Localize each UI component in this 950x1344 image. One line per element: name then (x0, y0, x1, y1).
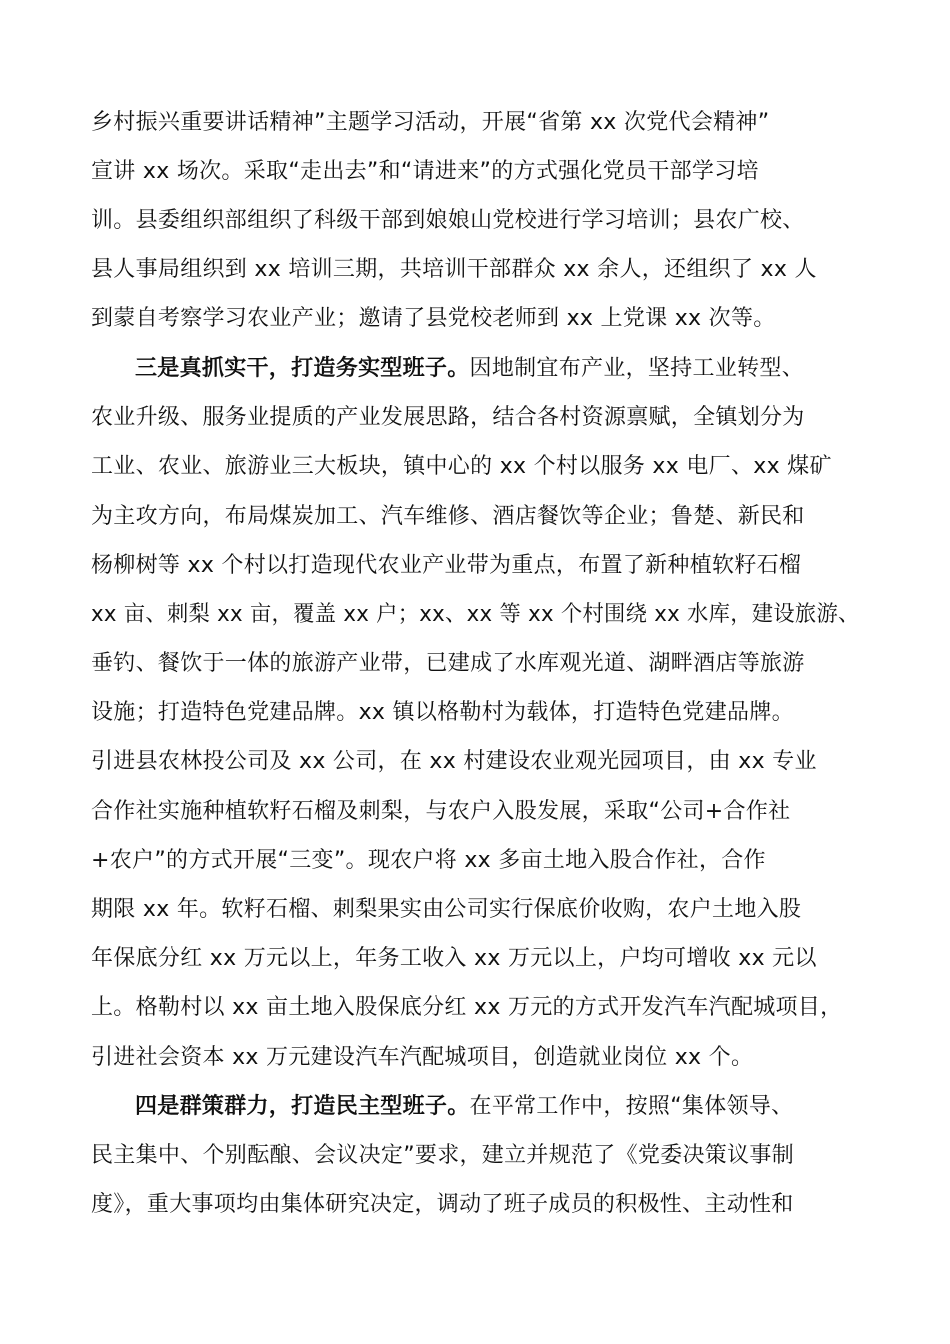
text-line: 农业升级、服务业提质的产业发展思路，结合各村资源禀赋，全镇划分为 (91, 405, 805, 430)
paragraph-text: 在平常工作中，按照“集体领导、 (469, 1094, 794, 1119)
text-line: xx 亩、刺梨 xx 亩，覆盖 xx 户；xx、xx 等 xx 个村围绕 xx 水库，建设旅游、 (91, 602, 860, 627)
text-line: 到蒙自考察学习农业产业；邀请了县党校老师到 xx 上党课 xx 次等。 (91, 306, 776, 331)
text-line: 度》，重大事项均由集体研究决定，调动了班子成员的积极性、主动性和 (91, 1192, 794, 1217)
text-line: 县人事局组织到 xx 培训三期，共培训干部群众 xx 余人，还组织了 xx 人 (91, 257, 817, 282)
paragraph-heading: 三是真抓实干，打造务实型班子。 (135, 356, 470, 381)
text-line: 引进县农林投公司及 xx 公司，在 xx 村建设农业观光园项目，由 xx 专业 (91, 749, 817, 774)
text-line: 训。县委组织部组织了科级干部到娘娘山党校进行学习培训；县农广校、 (91, 208, 805, 233)
text-line: 合作社实施种植软籽石榴及刺梨，与农户入股发展，采取“公司+合作社 (91, 799, 791, 824)
paragraph-heading: 四是群策群力，打造民主型班子。 (135, 1094, 470, 1119)
text-line: 年保底分红 xx 万元以上，年务工收入 xx 万元以上，户均可增收 xx 元以 (91, 946, 817, 971)
text-line: 上。格勒村以 xx 亩土地入股保底分红 xx 万元的方式开发汽车汽配城项目， (91, 995, 843, 1020)
paragraph-first-line (135, 354, 804, 384)
text-line: 乡村振兴重要讲话精神”主题学习活动，开展“省第 xx 次党代会精神” (91, 110, 770, 135)
text-line: 垂钓、餐饮于一体的旅游产业带，已建成了水库观光道、湖畔酒店等旅游 (91, 651, 805, 676)
text-line: 宣讲 xx 场次。采取“走出去”和“请进来”的方式强化党员干部学习培 (91, 159, 759, 184)
text-line: 民主集中、个别酝酿、会议决定”要求，建立并规范了《党委决策议事制 (91, 1143, 794, 1168)
paragraph-first-line (135, 1092, 793, 1122)
text-line: 杨柳树等 xx 个村以打造现代农业产业带为重点，布置了新种植软籽石榴 (91, 553, 802, 578)
paragraph-text: 因地制宜布产业，坚持工业转型、 (469, 356, 805, 381)
text-line: 为主攻方向，布局煤炭加工、汽车维修、酒店餐饮等企业；鲁楚、新民和 (91, 504, 805, 529)
text-line: 设施；打造特色党建品牌。xx 镇以格勒村为载体，打造特色党建品牌。 (91, 700, 794, 725)
text-line: 期限 xx 年。软籽石榴、刺梨果实由公司实行保底价收购，农户土地入股 (91, 897, 802, 922)
text-line: +农户”的方式开展“三变”。现农户将 xx 多亩土地入股合作社，合作 (91, 848, 766, 873)
text-line: 引进社会资本 xx 万元建设汽车汽配城项目，创造就业岗位 xx 个。 (91, 1045, 754, 1070)
text-line: 工业、农业、旅游业三大板块，镇中心的 xx 个村以服务 xx 电厂、xx 煤矿 (91, 454, 832, 479)
